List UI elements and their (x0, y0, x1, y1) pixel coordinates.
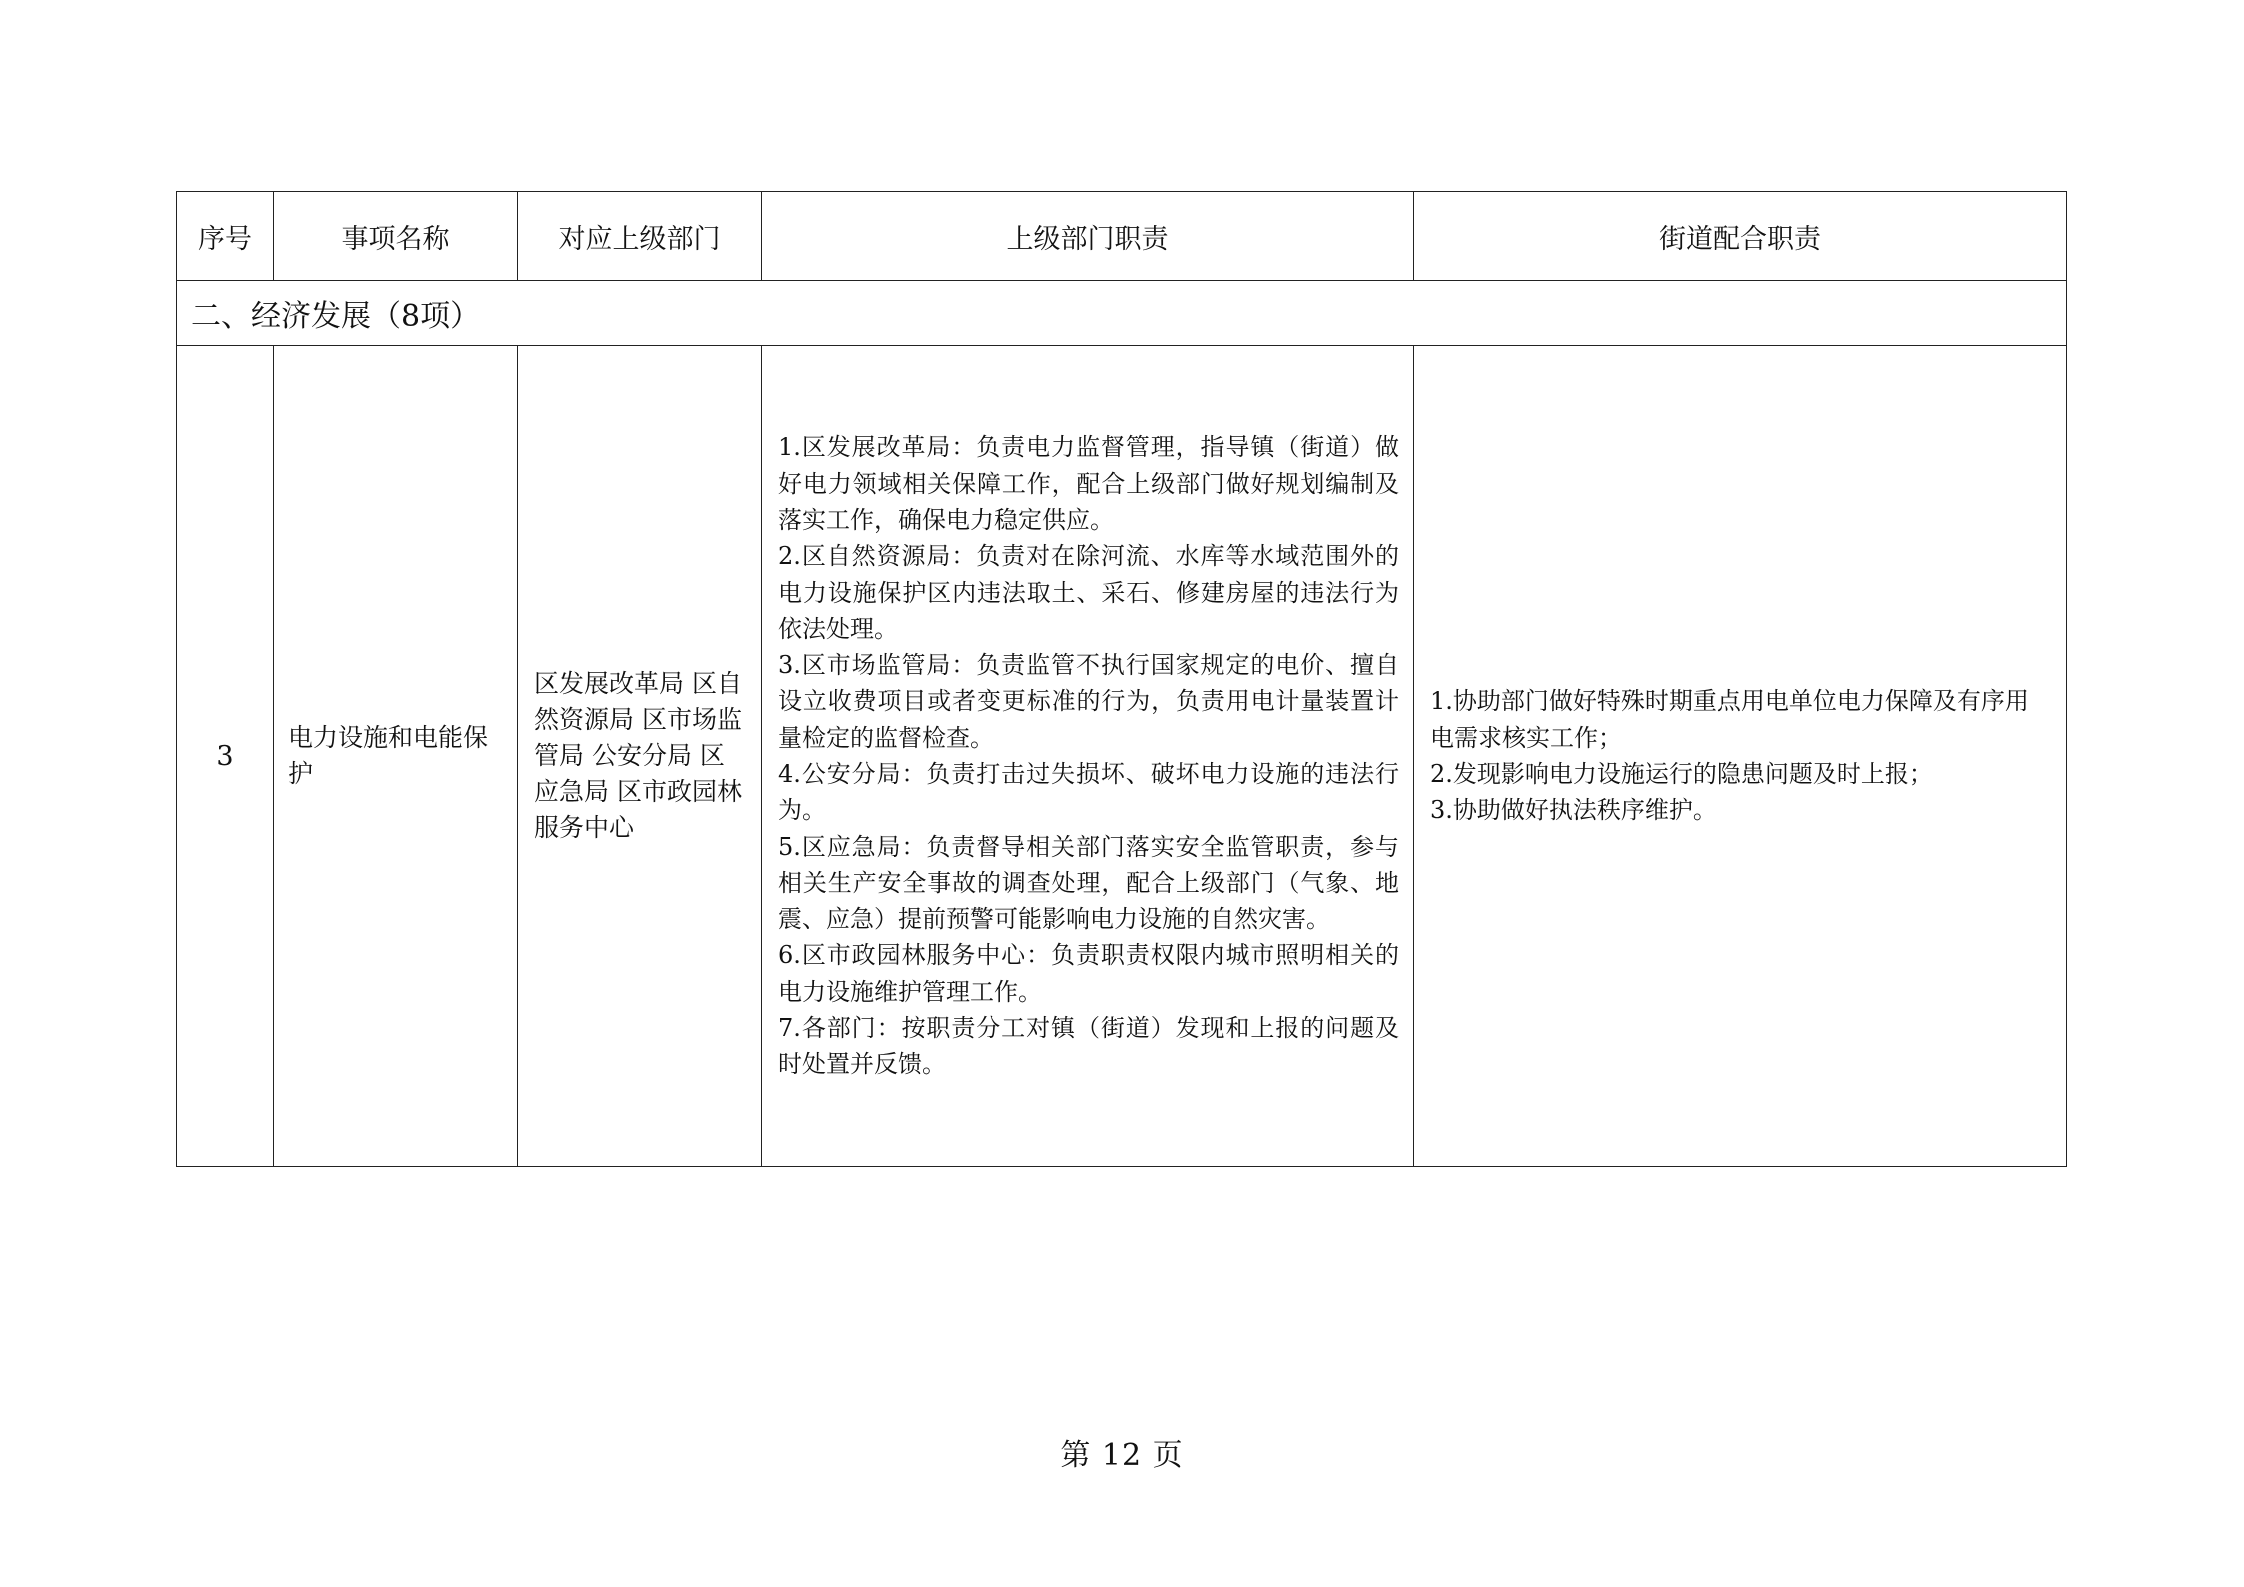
cooperation-item: 1.协助部门做好特殊时期重点用电单位电力保障及有序用电需求核实工作； (1430, 687, 2029, 752)
header-superior-department: 对应上级部门 (518, 192, 762, 281)
cooperation-item: 2.发现影响电力设施运行的隐患问题及时上报； (1430, 760, 1933, 788)
duty-item: 7.各部门：按职责分工对镇（街道）发现和上报的问题及时处置并反馈。 (778, 1014, 1399, 1079)
table-header-row (177, 192, 2067, 281)
duty-item: 3.区市场监管局：负责监管不执行国家规定的电价、擅自设立收费项目或者变更标准的行为，负责用电计量装置计量检定的监督检查。 (778, 651, 1399, 752)
row-department-duties (762, 346, 1414, 1167)
responsibility-table (176, 191, 2067, 1167)
page-number: 第 12 页 (1060, 1438, 1184, 1473)
section-row (177, 281, 2067, 346)
row-item-name: 电力设施和电能保护 (274, 346, 518, 1167)
cooperation-item: 3.协助做好执法秩序维护。 (1430, 796, 1717, 825)
duty-item: 6.区市政园林服务中心：负责职责权限内城市照明相关的电力设施维护管理工作。 (778, 941, 1399, 1006)
duty-item: 1.区发展改革局：负责电力监督管理，指导镇（街道）做好电力领域相关保障工作，配合上级部门做好规划编制及落实工作，确保电力稳定供应。 (778, 433, 1399, 534)
header-serial-number: 序号 (177, 192, 274, 281)
row-street-cooperation (1414, 346, 2067, 1167)
header-department-duties: 上级部门职责 (762, 192, 1414, 281)
header-street-cooperation: 街道配合职责 (1414, 192, 2067, 281)
duty-item: 2.区自然资源局：负责对在除河流、水库等水域范围外的电力设施保护区内违法取土、采石、修建房屋的违法行为依法处理。 (778, 542, 1399, 643)
table-row (177, 346, 2067, 1167)
row-departments: 区发展改革局 区自然资源局 区市场监管局 公安分局 区应急局 区市政园林服务中心 (518, 346, 762, 1167)
header-item-name: 事项名称 (274, 192, 518, 281)
row-number: 3 (177, 346, 274, 1167)
section-title: 二、经济发展（8项） (177, 281, 2067, 346)
duty-item: 4.公安分局：负责打击过失损坏、破坏电力设施的违法行为。 (778, 760, 1399, 825)
duty-item: 5.区应急局：负责督导相关部门落实安全监管职责，参与相关生产安全事故的调查处理，配合上级部门（气象、地震、应急）提前预警可能影响电力设施的自然灾害。 (778, 832, 1399, 934)
